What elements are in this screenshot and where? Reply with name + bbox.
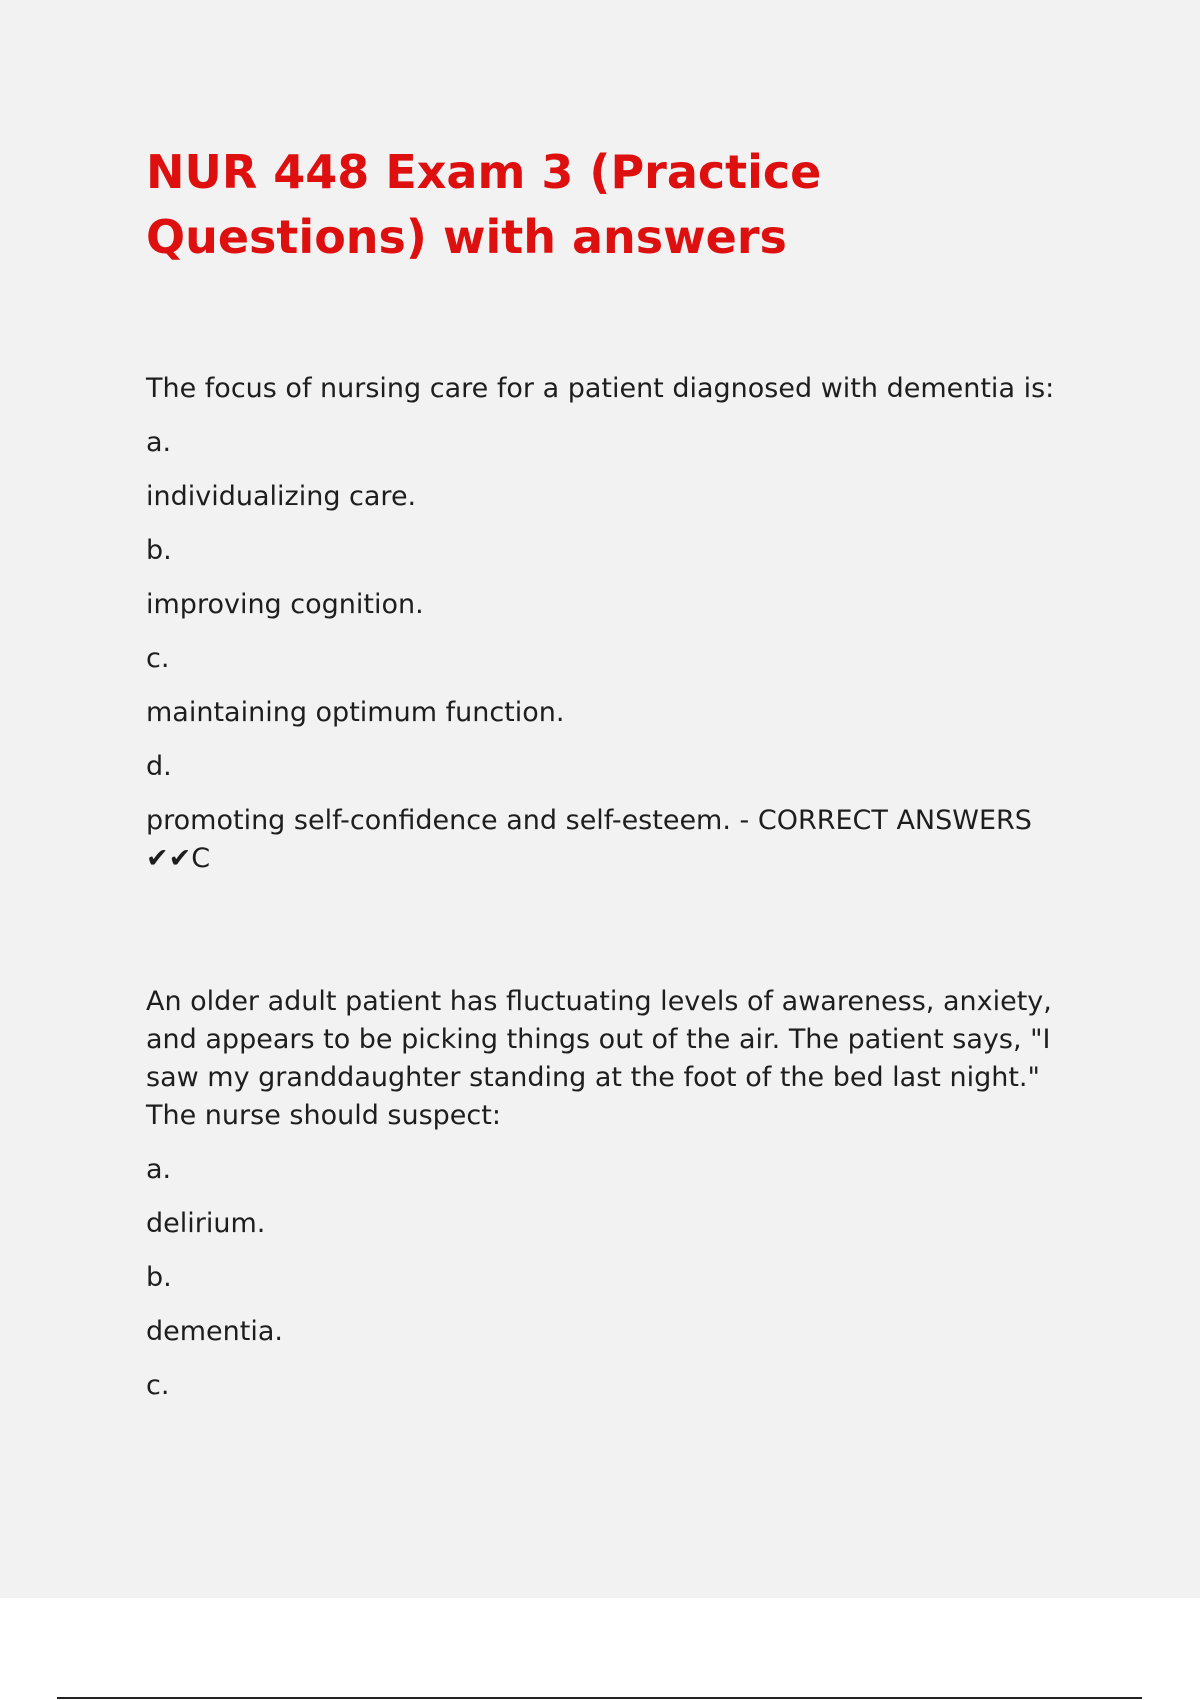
question-2 — [146, 983, 1096, 1405]
question-1 — [146, 370, 1096, 878]
question-1-option-a-text: individualizing care. — [146, 481, 417, 512]
question-1-option-d-label: d. — [146, 751, 172, 782]
question-2-option-a-label: a. — [146, 1154, 172, 1185]
document-title: NUR 448 Exam 3 (Practice Questions) with answers — [146, 145, 822, 264]
question-2-option-a-text: delirium. — [146, 1208, 266, 1239]
question-1-text: The focus of nursing care for a patient diagnosed with dementia is: — [146, 373, 1055, 404]
question-2-option-c-label: c. — [146, 1370, 170, 1401]
footer-divider — [57, 1697, 1142, 1699]
question-1-option-c-text: maintaining optimum function. — [146, 697, 565, 728]
question-2-text: An older adult patient has fluctuating levels of awareness, anxiety, and appears to be picking things out of the air. The patient says, "I saw my granddaughter standing at the foot of the bed last night." The nurse should suspect: — [146, 986, 1052, 1131]
question-1-option-d-text: promoting self-confidence and self-esteem. - CORRECT ANSWERS ✔✔C — [146, 805, 1032, 874]
question-1-option-c-label: c. — [146, 643, 170, 674]
question-1-option-a-label: a. — [146, 427, 172, 458]
question-1-option-b-label: b. — [146, 535, 172, 566]
question-2-option-b-text: dementia. — [146, 1316, 283, 1347]
question-1-option-b-text: improving cognition. — [146, 589, 424, 620]
question-2-option-b-label: b. — [146, 1262, 172, 1293]
